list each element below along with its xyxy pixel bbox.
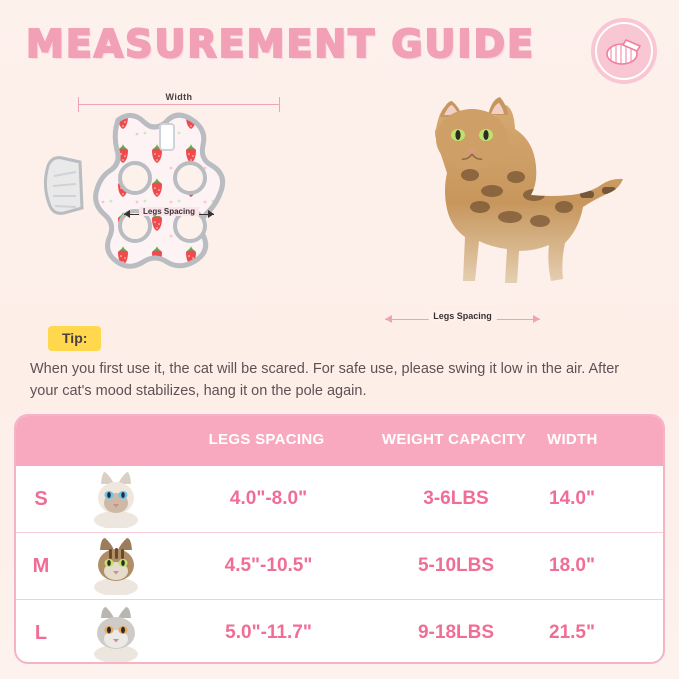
page-title: MEASUREMENT GUIDE [26,22,536,66]
legs-spacing-dimension [124,206,214,222]
cat-head [436,97,508,169]
tape-svg [604,36,644,66]
cell-photo [66,604,166,662]
legs-spacing-label: Legs Spacing [139,207,199,216]
diaper-body [96,115,223,266]
cat-legs-spacing-arrow-left [385,315,392,323]
cat-legs-spacing-dimension [385,310,540,328]
cell-legs-spacing: 4.5"-10.5" [224,555,313,576]
cell-weight-capacity: 5-10LBS [417,555,495,576]
tabby-cat-thumbnail-icon [85,537,147,595]
cat-legs-spacing-label: Legs Spacing [428,311,497,321]
width-dimension-line [78,104,280,105]
table-row [16,600,663,664]
width-dimension-label: Width [160,92,199,102]
bengal-cat-photo [320,95,665,310]
header-width: WIDTH [547,430,598,448]
measuring-tape-badge [591,18,657,84]
velcro-strap [45,158,82,214]
table-header-row [14,414,665,466]
cat-body [435,97,638,283]
legs-spacing-arrow-left [124,210,130,218]
header-size [14,414,64,466]
cell-size: L [34,621,48,644]
table-row [16,466,663,533]
cell-size: S [34,487,48,510]
cell-weight-capacity: 9-18LBS [417,622,495,643]
cell-width: 14.0" [549,488,595,509]
size-chart-table [14,414,665,664]
header-photo [64,414,164,466]
cell-photo [66,470,166,528]
grey-cat-thumbnail-icon [85,604,147,662]
cell-legs-spacing: 5.0"-11.7" [225,622,312,643]
cell-size: M [32,554,50,577]
cell-photo [66,537,166,595]
cell-width: 18.0" [549,555,595,576]
measuring-tape-icon [595,22,653,80]
header-weight-capacity: WEIGHT CAPACITY [381,430,527,448]
cell-width: 21.5" [549,622,595,643]
cell-legs-spacing: 4.0"-8.0" [229,488,308,509]
tip-badge: Tip: [48,326,101,351]
table-row [16,533,663,600]
tip-text: When you first use it, the cat will be scared. For safe use, please swing it low in the air. After your cat's mood stabilizes, hang it on the pole again. [30,361,620,400]
siamese-cat-thumbnail-icon [85,470,147,528]
bengal-cat-svg [320,95,665,310]
product-diagram [40,88,300,318]
header-legs-spacing: LEGS SPACING [208,430,325,448]
legs-spacing-arrow-right [208,210,214,218]
cell-weight-capacity: 3-6LBS [423,488,489,509]
cat-legs-spacing-arrow-right [533,315,540,323]
